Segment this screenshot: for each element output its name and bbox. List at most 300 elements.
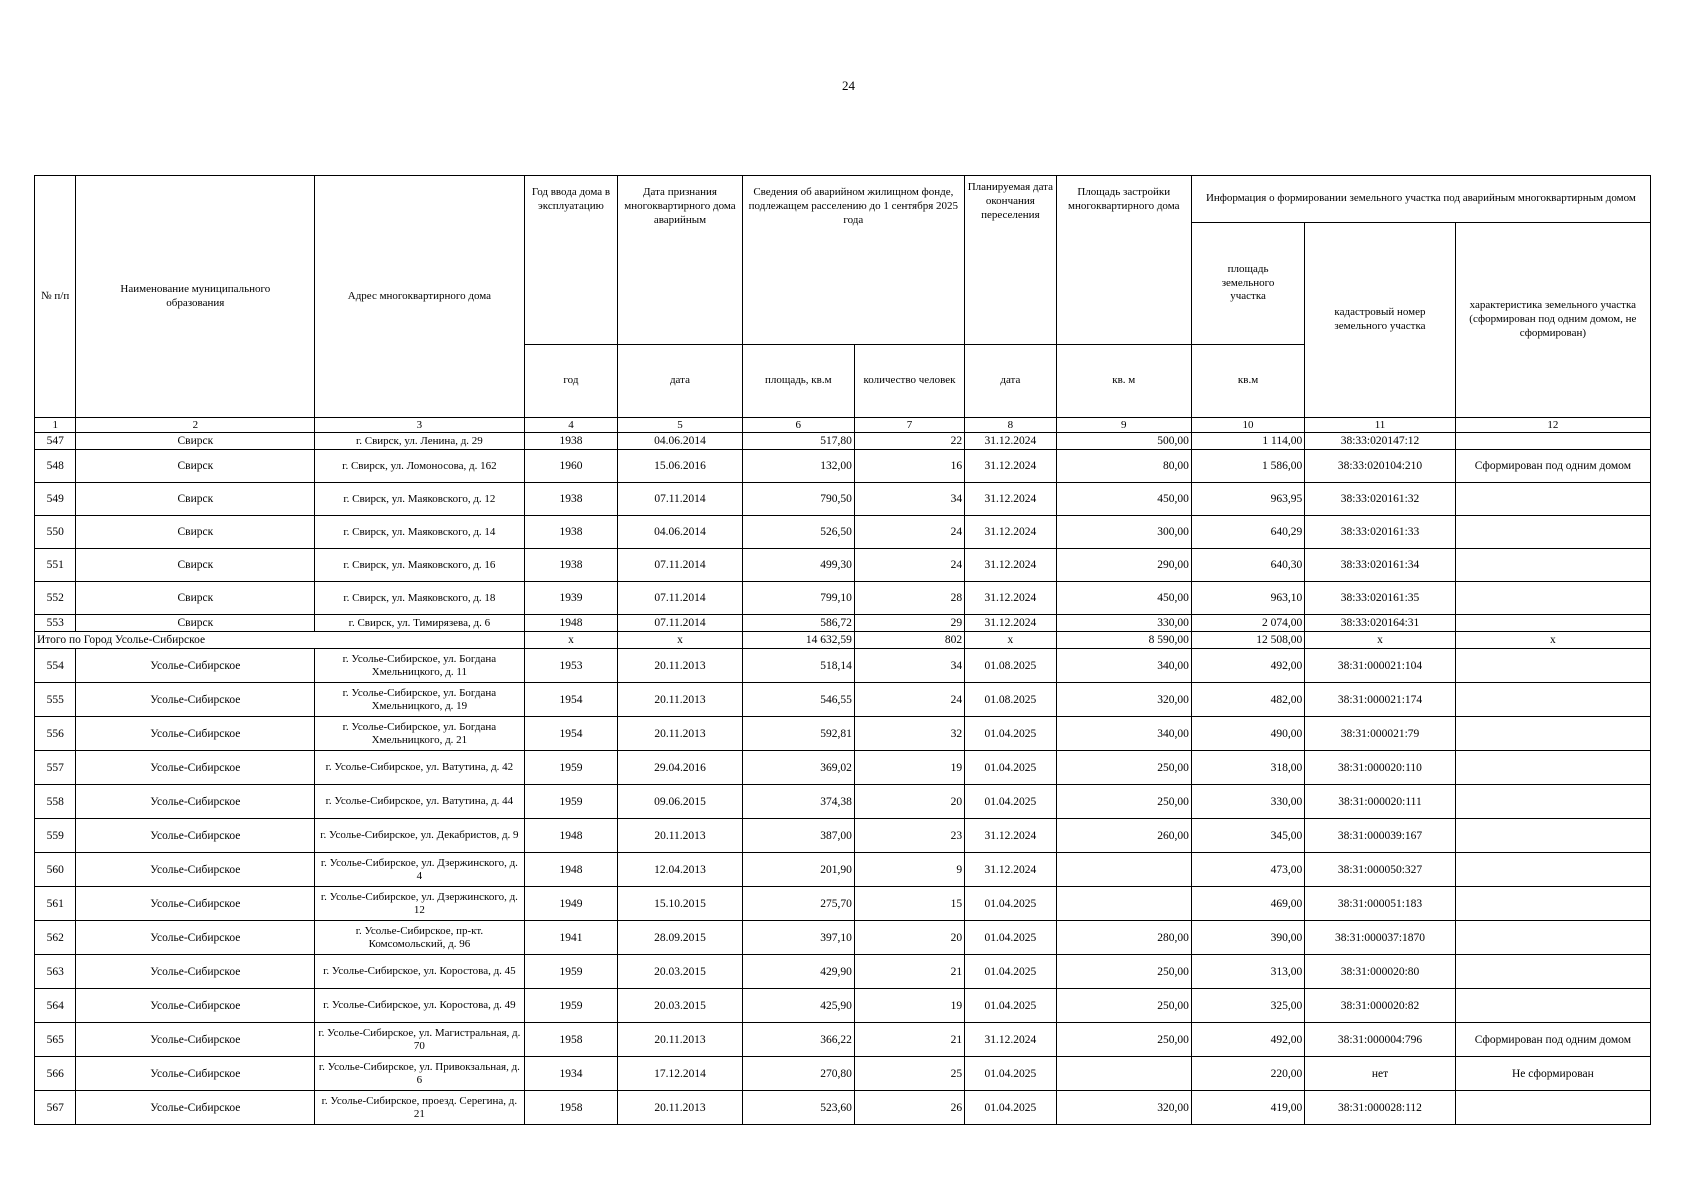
row-number: 565	[35, 1023, 76, 1057]
table-row	[35, 989, 1651, 1023]
area-cell: 526,50	[742, 516, 854, 549]
municipality-cell: Усолье-Сибирское	[76, 1023, 315, 1057]
year-cell: 1959	[524, 751, 618, 785]
land-area-cell: 345,00	[1191, 819, 1304, 853]
table-row	[35, 483, 1651, 516]
total-building-area: 8 590,00	[1056, 632, 1191, 649]
address-cell: г. Усолье-Сибирское, ул. Коростова, д. 49	[315, 989, 524, 1023]
cadastral-cell: 38:31:000039:167	[1305, 819, 1455, 853]
emergency-date-cell: 20.11.2013	[618, 717, 742, 751]
land-area-cell: 2 074,00	[1191, 615, 1304, 632]
municipality-cell: Усолье-Сибирское	[76, 921, 315, 955]
area-cell: 270,80	[742, 1057, 854, 1091]
people-cell: 25	[854, 1057, 964, 1091]
emergency-date-cell: 20.11.2013	[618, 1023, 742, 1057]
people-cell: 24	[854, 549, 964, 582]
row-number: 558	[35, 785, 76, 819]
address-cell: г. Усолье-Сибирское, ул. Привокзальная, д. 6	[315, 1057, 524, 1091]
col-number: 7	[854, 418, 964, 433]
address-cell: г. Усолье-Сибирское, ул. Ватутина, д. 42	[315, 751, 524, 785]
address-cell: г. Свирск, ул. Маяковского, д. 16	[315, 549, 524, 582]
characteristic-cell	[1455, 649, 1650, 683]
building-area-cell: 250,00	[1056, 955, 1191, 989]
municipality-cell: Усолье-Сибирское	[76, 853, 315, 887]
land-area-cell: 482,00	[1191, 683, 1304, 717]
year-cell: 1938	[524, 516, 618, 549]
total-cadastral: x	[1305, 632, 1455, 649]
building-area-cell: 260,00	[1056, 819, 1191, 853]
building-area-cell: 330,00	[1056, 615, 1191, 632]
area-cell: 518,14	[742, 649, 854, 683]
land-area-cell: 1 114,00	[1191, 433, 1304, 450]
emergency-date-cell: 29.04.2016	[618, 751, 742, 785]
emergency-date-cell: 20.11.2013	[618, 819, 742, 853]
unit-year: год	[524, 345, 618, 418]
municipality-cell: Свирск	[76, 516, 315, 549]
emergency-date-cell: 28.09.2015	[618, 921, 742, 955]
total-plan: x	[965, 632, 1057, 649]
land-area-cell: 469,00	[1191, 887, 1304, 921]
address-cell: г. Усолье-Сибирское, ул. Коростова, д. 45	[315, 955, 524, 989]
land-area-cell: 1 586,00	[1191, 450, 1304, 483]
area-cell: 429,90	[742, 955, 854, 989]
address-cell: г. Усолье-Сибирское, ул. Декабристов, д. 9	[315, 819, 524, 853]
planned-date-cell: 01.04.2025	[965, 785, 1057, 819]
municipality-cell: Свирск	[76, 615, 315, 632]
total-label: Итого по Город Усолье-Сибирское	[35, 632, 525, 649]
row-number: 557	[35, 751, 76, 785]
characteristic-cell	[1455, 785, 1650, 819]
planned-date-cell: 31.12.2024	[965, 483, 1057, 516]
cadastral-cell: 38:31:000051:183	[1305, 887, 1455, 921]
land-area-cell: 325,00	[1191, 989, 1304, 1023]
unit-kvm: кв. м	[1056, 345, 1191, 418]
year-cell: 1934	[524, 1057, 618, 1091]
planned-date-cell: 01.04.2025	[965, 921, 1057, 955]
address-cell: г. Усолье-Сибирское, ул. Богдана Хмельницкого, д. 19	[315, 683, 524, 717]
table-row	[35, 751, 1651, 785]
area-cell: 799,10	[742, 582, 854, 615]
emergency-date-cell: 04.06.2014	[618, 516, 742, 549]
characteristic-cell: Сформирован под одним домом	[1455, 1023, 1650, 1057]
emergency-date-cell: 15.10.2015	[618, 887, 742, 921]
cadastral-cell: 38:33:020161:32	[1305, 483, 1455, 516]
planned-date-cell: 01.04.2025	[965, 989, 1057, 1023]
emergency-date-cell: 20.11.2013	[618, 649, 742, 683]
unit-area: площадь, кв.м	[742, 345, 854, 418]
planned-date-cell: 31.12.2024	[965, 549, 1057, 582]
year-cell: 1959	[524, 989, 618, 1023]
col-number: 8	[965, 418, 1057, 433]
emergency-date-cell: 07.11.2014	[618, 483, 742, 516]
characteristic-cell	[1455, 683, 1650, 717]
characteristic-cell	[1455, 1091, 1650, 1125]
address-cell: г. Усолье-Сибирское, ул. Ватутина, д. 44	[315, 785, 524, 819]
unit-date: дата	[618, 345, 742, 418]
land-area-cell: 330,00	[1191, 785, 1304, 819]
characteristic-cell	[1455, 483, 1650, 516]
people-cell: 22	[854, 433, 964, 450]
land-area-cell: 473,00	[1191, 853, 1304, 887]
cadastral-cell: 38:31:000020:80	[1305, 955, 1455, 989]
building-area-cell: 250,00	[1056, 785, 1191, 819]
year-cell: 1959	[524, 955, 618, 989]
municipality-cell: Усолье-Сибирское	[76, 683, 315, 717]
area-cell: 425,90	[742, 989, 854, 1023]
cadastral-cell: 38:33:020161:34	[1305, 549, 1455, 582]
emergency-date-cell: 20.11.2013	[618, 1091, 742, 1125]
table-row	[35, 450, 1651, 483]
cadastral-cell: 38:31:000050:327	[1305, 853, 1455, 887]
total-characteristic: x	[1455, 632, 1650, 649]
municipality-cell: Свирск	[76, 433, 315, 450]
address-cell: г. Усолье-Сибирское, ул. Дзержинского, д. 4	[315, 853, 524, 887]
address-cell: г. Свирск, ул. Ленина, д. 29	[315, 433, 524, 450]
area-cell: 201,90	[742, 853, 854, 887]
year-cell: 1938	[524, 433, 618, 450]
cadastral-cell: 38:31:000021:79	[1305, 717, 1455, 751]
address-cell: г. Усолье-Сибирское, ул. Богдана Хмельницкого, д. 21	[315, 717, 524, 751]
year-cell: 1960	[524, 450, 618, 483]
cadastral-cell: 38:33:020147:12	[1305, 433, 1455, 450]
address-cell: г. Усолье-Сибирское, пр-кт. Комсомольский, д. 96	[315, 921, 524, 955]
land-area-cell: 640,29	[1191, 516, 1304, 549]
row-number: 564	[35, 989, 76, 1023]
characteristic-cell	[1455, 921, 1650, 955]
building-area-cell	[1056, 887, 1191, 921]
table-row	[35, 582, 1651, 615]
address-cell: г. Свирск, ул. Тимирязева, д. 6	[315, 615, 524, 632]
table-row	[35, 853, 1651, 887]
area-cell: 397,10	[742, 921, 854, 955]
unit-people: количество человек	[854, 345, 964, 418]
characteristic-cell: Сформирован под одним домом	[1455, 450, 1650, 483]
building-area-cell: 250,00	[1056, 751, 1191, 785]
building-area-cell: 450,00	[1056, 483, 1191, 516]
address-cell: г. Усолье-Сибирское, проезд. Серегина, д. 21	[315, 1091, 524, 1125]
cadastral-cell: 38:31:000020:110	[1305, 751, 1455, 785]
emergency-date-cell: 07.11.2014	[618, 549, 742, 582]
header-municipality: Наименование муниципального образования	[76, 176, 315, 418]
people-cell: 34	[854, 483, 964, 516]
table-row	[35, 955, 1651, 989]
characteristic-cell	[1455, 516, 1650, 549]
unit-date-plan: дата	[965, 345, 1057, 418]
building-area-cell: 280,00	[1056, 921, 1191, 955]
table-row	[35, 785, 1651, 819]
row-number: 547	[35, 433, 76, 450]
row-number: 567	[35, 1091, 76, 1125]
row-number: 553	[35, 615, 76, 632]
land-area-cell: 220,00	[1191, 1057, 1304, 1091]
land-area-cell: 963,10	[1191, 582, 1304, 615]
emergency-date-cell: 20.03.2015	[618, 989, 742, 1023]
building-area-cell	[1056, 1057, 1191, 1091]
header-cadastral: кадастровый номер земельного участка	[1305, 223, 1455, 418]
cadastral-cell: 38:33:020164:31	[1305, 615, 1455, 632]
municipality-cell: Усолье-Сибирское	[76, 955, 315, 989]
people-cell: 9	[854, 853, 964, 887]
area-cell: 132,00	[742, 450, 854, 483]
municipality-cell: Усолье-Сибирское	[76, 887, 315, 921]
planned-date-cell: 01.04.2025	[965, 1057, 1057, 1091]
building-area-cell: 290,00	[1056, 549, 1191, 582]
planned-date-cell: 31.12.2024	[965, 582, 1057, 615]
year-cell: 1954	[524, 683, 618, 717]
header-year-built: Год ввода дома в эксплуатацию	[524, 176, 618, 345]
year-cell: 1949	[524, 887, 618, 921]
people-cell: 21	[854, 955, 964, 989]
area-cell: 546,55	[742, 683, 854, 717]
row-number: 561	[35, 887, 76, 921]
table-row	[35, 921, 1651, 955]
header-land-area: площадь земельного участка	[1191, 223, 1304, 345]
year-cell: 1948	[524, 853, 618, 887]
municipality-cell: Усолье-Сибирское	[76, 1057, 315, 1091]
planned-date-cell: 01.04.2025	[965, 717, 1057, 751]
municipality-cell: Усолье-Сибирское	[76, 717, 315, 751]
page-number: 24	[842, 78, 855, 93]
address-cell: г. Свирск, ул. Маяковского, д. 14	[315, 516, 524, 549]
people-cell: 23	[854, 819, 964, 853]
address-cell: г. Усолье-Сибирское, ул. Богдана Хмельницкого, д. 11	[315, 649, 524, 683]
land-area-cell: 492,00	[1191, 649, 1304, 683]
col-number: 3	[315, 418, 524, 433]
header-resettle-info: Сведения об аварийном жилищном фонде, подлежащем расселению до 1 сентября 2025 года	[742, 176, 964, 345]
people-cell: 32	[854, 717, 964, 751]
col-number: 10	[1191, 418, 1304, 433]
col-number: 12	[1455, 418, 1650, 433]
year-cell: 1941	[524, 921, 618, 955]
people-cell: 24	[854, 516, 964, 549]
row-number: 563	[35, 955, 76, 989]
people-cell: 26	[854, 1091, 964, 1125]
characteristic-cell	[1455, 955, 1650, 989]
characteristic-cell	[1455, 582, 1650, 615]
col-number: 6	[742, 418, 854, 433]
column-number-row	[35, 418, 1651, 433]
characteristic-cell	[1455, 887, 1650, 921]
row-number: 560	[35, 853, 76, 887]
area-cell: 499,30	[742, 549, 854, 582]
emergency-date-cell: 07.11.2014	[618, 615, 742, 632]
municipality-cell: Усолье-Сибирское	[76, 989, 315, 1023]
row-number: 566	[35, 1057, 76, 1091]
table-row	[35, 683, 1651, 717]
row-number: 548	[35, 450, 76, 483]
emergency-date-cell: 04.06.2014	[618, 433, 742, 450]
land-area-cell: 963,95	[1191, 483, 1304, 516]
cadastral-cell: 38:31:000021:104	[1305, 649, 1455, 683]
total-row	[35, 632, 1651, 649]
planned-date-cell: 01.04.2025	[965, 1091, 1057, 1125]
municipality-cell: Усолье-Сибирское	[76, 785, 315, 819]
year-cell: 1948	[524, 819, 618, 853]
land-area-cell: 419,00	[1191, 1091, 1304, 1125]
year-cell: 1939	[524, 582, 618, 615]
col-number: 2	[76, 418, 315, 433]
area-cell: 517,80	[742, 433, 854, 450]
cadastral-cell: 38:31:000021:174	[1305, 683, 1455, 717]
year-cell: 1954	[524, 717, 618, 751]
planned-date-cell: 31.12.2024	[965, 1023, 1057, 1057]
planned-date-cell: 31.12.2024	[965, 819, 1057, 853]
planned-date-cell: 01.04.2025	[965, 955, 1057, 989]
table-header	[35, 176, 1651, 433]
planned-date-cell: 01.08.2025	[965, 649, 1057, 683]
building-area-cell: 340,00	[1056, 649, 1191, 683]
address-cell: г. Свирск, ул. Маяковского, д. 12	[315, 483, 524, 516]
building-area-cell: 250,00	[1056, 989, 1191, 1023]
col-number: 5	[618, 418, 742, 433]
header-land-info: Информация о формировании земельного участка под аварийным многоквартирным домом	[1191, 176, 1650, 223]
address-cell: г. Усолье-Сибирское, ул. Магистральная, д. 70	[315, 1023, 524, 1057]
characteristic-cell	[1455, 549, 1650, 582]
header-num: № п/п	[35, 176, 76, 418]
col-number: 1	[35, 418, 76, 433]
address-cell: г. Свирск, ул. Ломоносова, д. 162	[315, 450, 524, 483]
area-cell: 523,60	[742, 1091, 854, 1125]
building-area-cell	[1056, 853, 1191, 887]
table-total	[35, 632, 1651, 649]
municipality-cell: Усолье-Сибирское	[76, 819, 315, 853]
characteristic-cell: Не сформирован	[1455, 1057, 1650, 1091]
col-number: 11	[1305, 418, 1455, 433]
table-row	[35, 516, 1651, 549]
characteristic-cell	[1455, 615, 1650, 632]
emergency-date-cell: 09.06.2015	[618, 785, 742, 819]
unit-kvm-land: кв.м	[1191, 345, 1304, 418]
municipality-cell: Усолье-Сибирское	[76, 649, 315, 683]
municipality-cell: Усолье-Сибирское	[76, 751, 315, 785]
municipality-cell: Усолье-Сибирское	[76, 1091, 315, 1125]
row-number: 554	[35, 649, 76, 683]
municipality-cell: Свирск	[76, 450, 315, 483]
row-number: 551	[35, 549, 76, 582]
characteristic-cell	[1455, 819, 1650, 853]
header-address: Адрес многоквартирного дома	[315, 176, 524, 418]
emergency-date-cell: 20.11.2013	[618, 683, 742, 717]
total-land-area: 12 508,00	[1191, 632, 1304, 649]
table-row	[35, 819, 1651, 853]
municipality-cell: Свирск	[76, 483, 315, 516]
characteristic-cell	[1455, 751, 1650, 785]
table-row	[35, 1091, 1651, 1125]
cadastral-cell: 38:33:020161:35	[1305, 582, 1455, 615]
row-number: 549	[35, 483, 76, 516]
land-area-cell: 313,00	[1191, 955, 1304, 989]
row-number: 559	[35, 819, 76, 853]
land-area-cell: 492,00	[1191, 1023, 1304, 1057]
characteristic-cell	[1455, 989, 1650, 1023]
table-row	[35, 717, 1651, 751]
area-cell: 790,50	[742, 483, 854, 516]
land-area-cell: 390,00	[1191, 921, 1304, 955]
table-body-svirsk	[35, 433, 1651, 632]
address-cell: г. Свирск, ул. Маяковского, д. 18	[315, 582, 524, 615]
area-cell: 586,72	[742, 615, 854, 632]
people-cell: 21	[854, 1023, 964, 1057]
land-area-cell: 640,30	[1191, 549, 1304, 582]
table-row	[35, 549, 1651, 582]
people-cell: 19	[854, 989, 964, 1023]
building-area-cell: 500,00	[1056, 433, 1191, 450]
planned-date-cell: 31.12.2024	[965, 516, 1057, 549]
building-area-cell: 320,00	[1056, 1091, 1191, 1125]
characteristic-cell	[1455, 717, 1650, 751]
land-area-cell: 318,00	[1191, 751, 1304, 785]
table-row	[35, 433, 1651, 450]
emergency-date-cell: 17.12.2014	[618, 1057, 742, 1091]
planned-date-cell: 01.08.2025	[965, 683, 1057, 717]
planned-date-cell: 31.12.2024	[965, 853, 1057, 887]
people-cell: 19	[854, 751, 964, 785]
planned-date-cell: 31.12.2024	[965, 615, 1057, 632]
year-cell: 1958	[524, 1023, 618, 1057]
year-cell: 1948	[524, 615, 618, 632]
cadastral-cell: 38:31:000028:112	[1305, 1091, 1455, 1125]
year-cell: 1938	[524, 549, 618, 582]
cadastral-cell: 38:31:000004:796	[1305, 1023, 1455, 1057]
year-cell: 1938	[524, 483, 618, 516]
year-cell: 1953	[524, 649, 618, 683]
area-cell: 275,70	[742, 887, 854, 921]
planned-date-cell: 01.04.2025	[965, 887, 1057, 921]
land-area-cell: 490,00	[1191, 717, 1304, 751]
cadastral-cell: 38:33:020161:33	[1305, 516, 1455, 549]
emergency-date-cell: 12.04.2013	[618, 853, 742, 887]
building-area-cell: 340,00	[1056, 717, 1191, 751]
building-area-cell: 320,00	[1056, 683, 1191, 717]
people-cell: 28	[854, 582, 964, 615]
characteristic-cell	[1455, 433, 1650, 450]
people-cell: 29	[854, 615, 964, 632]
table-body-usolye	[35, 649, 1651, 1125]
people-cell: 16	[854, 450, 964, 483]
building-area-cell: 300,00	[1056, 516, 1191, 549]
municipality-cell: Свирск	[76, 549, 315, 582]
year-cell: 1959	[524, 785, 618, 819]
people-cell: 20	[854, 785, 964, 819]
people-cell: 20	[854, 921, 964, 955]
area-cell: 369,02	[742, 751, 854, 785]
building-area-cell: 250,00	[1056, 1023, 1191, 1057]
total-people: 802	[854, 632, 964, 649]
municipality-cell: Свирск	[76, 582, 315, 615]
planned-date-cell: 01.04.2025	[965, 751, 1057, 785]
row-number: 555	[35, 683, 76, 717]
row-number: 556	[35, 717, 76, 751]
area-cell: 374,38	[742, 785, 854, 819]
table-row	[35, 649, 1651, 683]
table-row	[35, 1023, 1651, 1057]
row-number: 562	[35, 921, 76, 955]
year-cell: 1958	[524, 1091, 618, 1125]
header-planned-end: Планируемая дата окончания переселения	[965, 176, 1057, 345]
table-row	[35, 887, 1651, 921]
header-building-area: Площадь застройки многоквартирного дома	[1056, 176, 1191, 345]
area-cell: 592,81	[742, 717, 854, 751]
row-number: 550	[35, 516, 76, 549]
emergency-date-cell: 20.03.2015	[618, 955, 742, 989]
address-cell: г. Усолье-Сибирское, ул. Дзержинского, д. 12	[315, 887, 524, 921]
total-year: x	[524, 632, 618, 649]
area-cell: 366,22	[742, 1023, 854, 1057]
planned-date-cell: 31.12.2024	[965, 450, 1057, 483]
planned-date-cell: 31.12.2024	[965, 433, 1057, 450]
building-area-cell: 450,00	[1056, 582, 1191, 615]
area-cell: 387,00	[742, 819, 854, 853]
